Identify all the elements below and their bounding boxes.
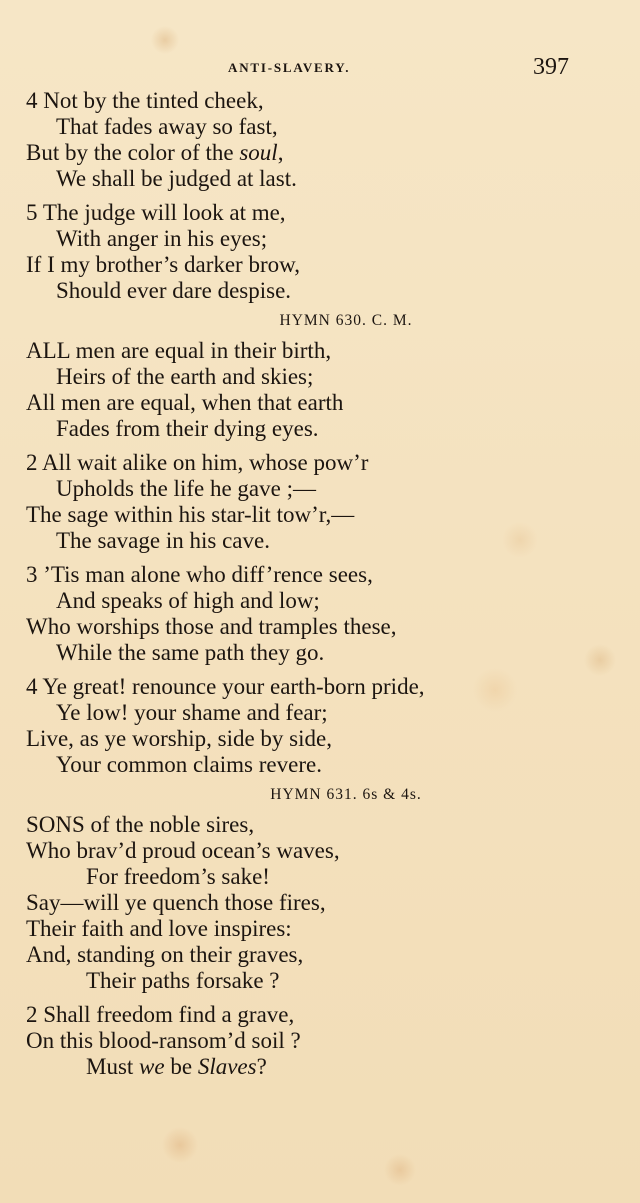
verse-line: 5 The judge will look at me,: [26, 200, 286, 225]
verse-line: SONS of the noble sires,: [26, 812, 255, 837]
verse-text: But by the color of the: [26, 140, 240, 165]
italic-text: Slaves: [197, 1054, 257, 1079]
stanza-gap: [26, 192, 626, 200]
verse-line: Fades from their dying eyes.: [56, 416, 319, 441]
verse-line: All men are equal, when that earth: [26, 390, 344, 415]
hymn-631: [26, 812, 626, 1080]
verse-line: ALL men are equal in their birth,: [26, 338, 332, 363]
stanza: [26, 200, 626, 304]
previous-hymn-stanzas: [26, 88, 626, 304]
verse-line: 2 Shall freedom find a grave,: [26, 1002, 295, 1027]
verse-line: On this blood-ransom’d soil ?: [26, 1028, 301, 1053]
verse-line: Ye low! your shame and fear;: [56, 700, 328, 725]
verse-line: Your common claims revere.: [56, 752, 322, 777]
verse-line: 4 Not by the tinted cheek,: [26, 88, 264, 113]
verse-text: be: [164, 1054, 198, 1079]
stanza: [26, 338, 626, 442]
stanza-gap: [26, 666, 626, 674]
stanza-gap: [26, 554, 626, 562]
stanza: [26, 812, 626, 994]
verse-line: For freedom’s sake!: [86, 864, 270, 889]
hymn-631-title: HYMN 631. 6s & 4s.: [270, 786, 422, 803]
stanza-gap: [26, 442, 626, 450]
page-number: 397: [533, 54, 569, 80]
verse-line: 2 All wait alike on him, whose pow’r: [26, 450, 369, 475]
verse-text: ,: [277, 140, 284, 165]
verse-line: Who worships those and tramples these,: [26, 614, 397, 639]
verse-line: The sage within his star-lit tow’r,—: [26, 502, 355, 527]
verse-line: While the same path they go.: [56, 640, 325, 665]
stanza: [26, 674, 626, 778]
verse-text: ?: [256, 1054, 267, 1079]
verse-line: Their faith and love inspires:: [26, 916, 292, 941]
stanza: [26, 1002, 626, 1080]
verse-line: [26, 140, 626, 166]
page-header: [0, 54, 640, 84]
verse-line: If I my brother’s darker brow,: [26, 252, 300, 277]
verse-line: The savage in his cave.: [56, 528, 270, 553]
stanza: [26, 88, 626, 192]
verse-line: 4 Ye great! renounce your earth-born pride,: [26, 674, 425, 699]
verse-line: [26, 1054, 626, 1080]
verse-line: Say—will ye quench those fires,: [26, 890, 326, 915]
italic-text: soul: [239, 140, 278, 165]
verse-line: Should ever dare despise.: [56, 278, 292, 303]
verse-line: Live, as ye worship, side by side,: [26, 726, 332, 751]
stanza: [26, 450, 626, 554]
running-head: ANTI-SLAVERY.: [228, 60, 351, 75]
verse-line: That fades away so fast,: [56, 114, 278, 139]
stanza: [26, 562, 626, 666]
verse-line: Who brav’d proud ocean’s waves,: [26, 838, 340, 863]
hymn-630-title: HYMN 630. C. M.: [279, 312, 413, 329]
verse-line: 3 ’Tis man alone who diff’rence sees,: [26, 562, 373, 587]
verse-line: With anger in his eyes;: [56, 226, 268, 251]
page-content: [26, 88, 626, 1080]
verse-text: Must: [86, 1054, 140, 1079]
verse-line: And speaks of high and low;: [56, 588, 320, 613]
hymn-630: [26, 338, 626, 778]
verse-line: Upholds the life he gave ;—: [56, 476, 316, 501]
verse-line: Their paths forsake ?: [86, 968, 280, 993]
stanza-gap: [26, 994, 626, 1002]
verse-line: And, standing on their graves,: [26, 942, 304, 967]
verse-line: We shall be judged at last.: [56, 166, 297, 191]
verse-line: Heirs of the earth and skies;: [56, 364, 314, 389]
italic-text: we: [139, 1054, 165, 1079]
